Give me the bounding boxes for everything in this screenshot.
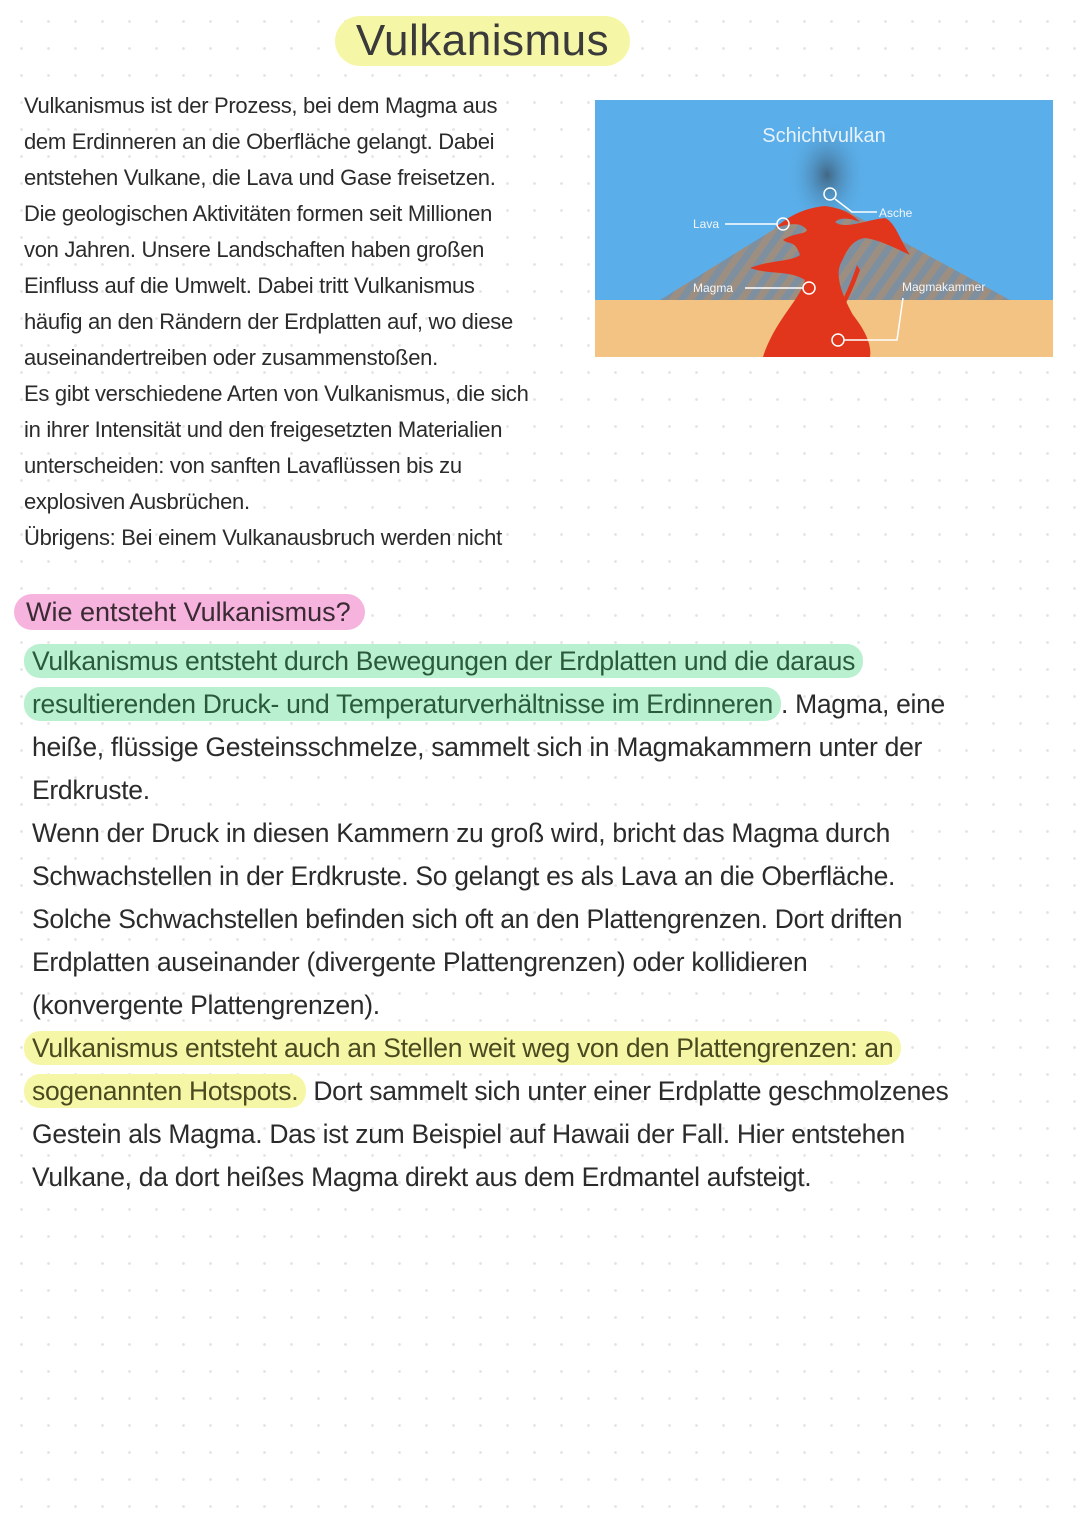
intro-line: Es gibt verschiedene Arten von Vulkanismus, die sich [24, 381, 529, 406]
intro-line: Einfluss auf die Umwelt. Dabei tritt Vulkanismus [24, 273, 475, 298]
intro-line: explosiven Ausbrüchen. [24, 489, 250, 514]
label-magma: Magma [693, 281, 734, 295]
highlight-yellow: sogenannten Hotspots. [24, 1074, 306, 1108]
volcano-diagram [595, 100, 1053, 357]
intro-line: häufig an den Rändern der Erdplatten auf, wo diese [24, 309, 513, 334]
body-text: Dort sammelt sich unter einer Erdplatte geschmolzenes [306, 1076, 949, 1106]
label-lava: Lava [693, 217, 720, 231]
body-line: Erdplatten auseinander (divergente Plattengrenzen) oder kollidieren [32, 947, 808, 977]
body-line: Solche Schwachstellen befinden sich oft an den Plattengrenzen. Dort driften [32, 904, 903, 934]
body-line: Schwachstellen in der Erdkruste. So gelangt es als Lava an die Oberfläche. [32, 861, 896, 891]
intro-line: auseinandertreiben oder zusammenstoßen. [24, 345, 438, 370]
intro-line: in ihrer Intensität und den freigesetzten Materialien [24, 417, 503, 442]
intro-line: Vulkanismus ist der Prozess, bei dem Magma aus [24, 93, 498, 118]
highlight-green: Vulkanismus entsteht durch Bewegungen der Erdplatten und die daraus [24, 644, 863, 678]
intro-paragraph [24, 88, 589, 556]
label-magmakammer: Magmakammer [902, 280, 986, 294]
intro-line: von Jahren. Unsere Landschaften haben großen [24, 237, 485, 262]
section-heading: Wie entsteht Vulkanismus? [14, 594, 365, 630]
body-line: Vulkane, da dort heißes Magma direkt aus dem Erdmantel aufsteigt. [32, 1162, 812, 1192]
label-asche: Asche [879, 206, 913, 220]
intro-line: unterscheiden: von sanften Lavaflüssen bis zu [24, 453, 462, 478]
diagram-title: Schichtvulkan [762, 125, 886, 147]
body-line: Gestein als Magma. Das ist zum Beispiel auf Hawaii der Fall. Hier entstehen [32, 1119, 905, 1149]
body-line: Wenn der Druck in diesen Kammern zu groß wird, bricht das Magma durch [32, 818, 891, 848]
intro-line: Übrigens: Bei einem Vulkanausbruch werden nicht [24, 525, 502, 550]
page-title: Vulkanismus [335, 16, 630, 66]
body-line: (konvergente Plattengrenzen). [32, 990, 380, 1020]
highlight-green: resultierenden Druck- und Temperaturverhältnisse im Erdinneren [24, 687, 781, 721]
intro-line: entstehen Vulkane, die Lava und Gase freisetzen. [24, 165, 496, 190]
body-line: heiße, flüssige Gesteinsschmelze, sammelt sich in Magmakammern unter der [32, 732, 923, 762]
intro-line: Die geologischen Aktivitäten formen seit Millionen [24, 201, 493, 226]
body-text: . Magma, eine [780, 689, 945, 719]
body-paragraph [32, 640, 1062, 1199]
intro-line: dem Erdinneren an die Oberfläche gelangt. Dabei [24, 129, 495, 154]
highlight-yellow: Vulkanismus entsteht auch an Stellen weit weg von den Plattengrenzen: an [24, 1031, 901, 1065]
body-line: Erdkruste. [32, 775, 150, 805]
